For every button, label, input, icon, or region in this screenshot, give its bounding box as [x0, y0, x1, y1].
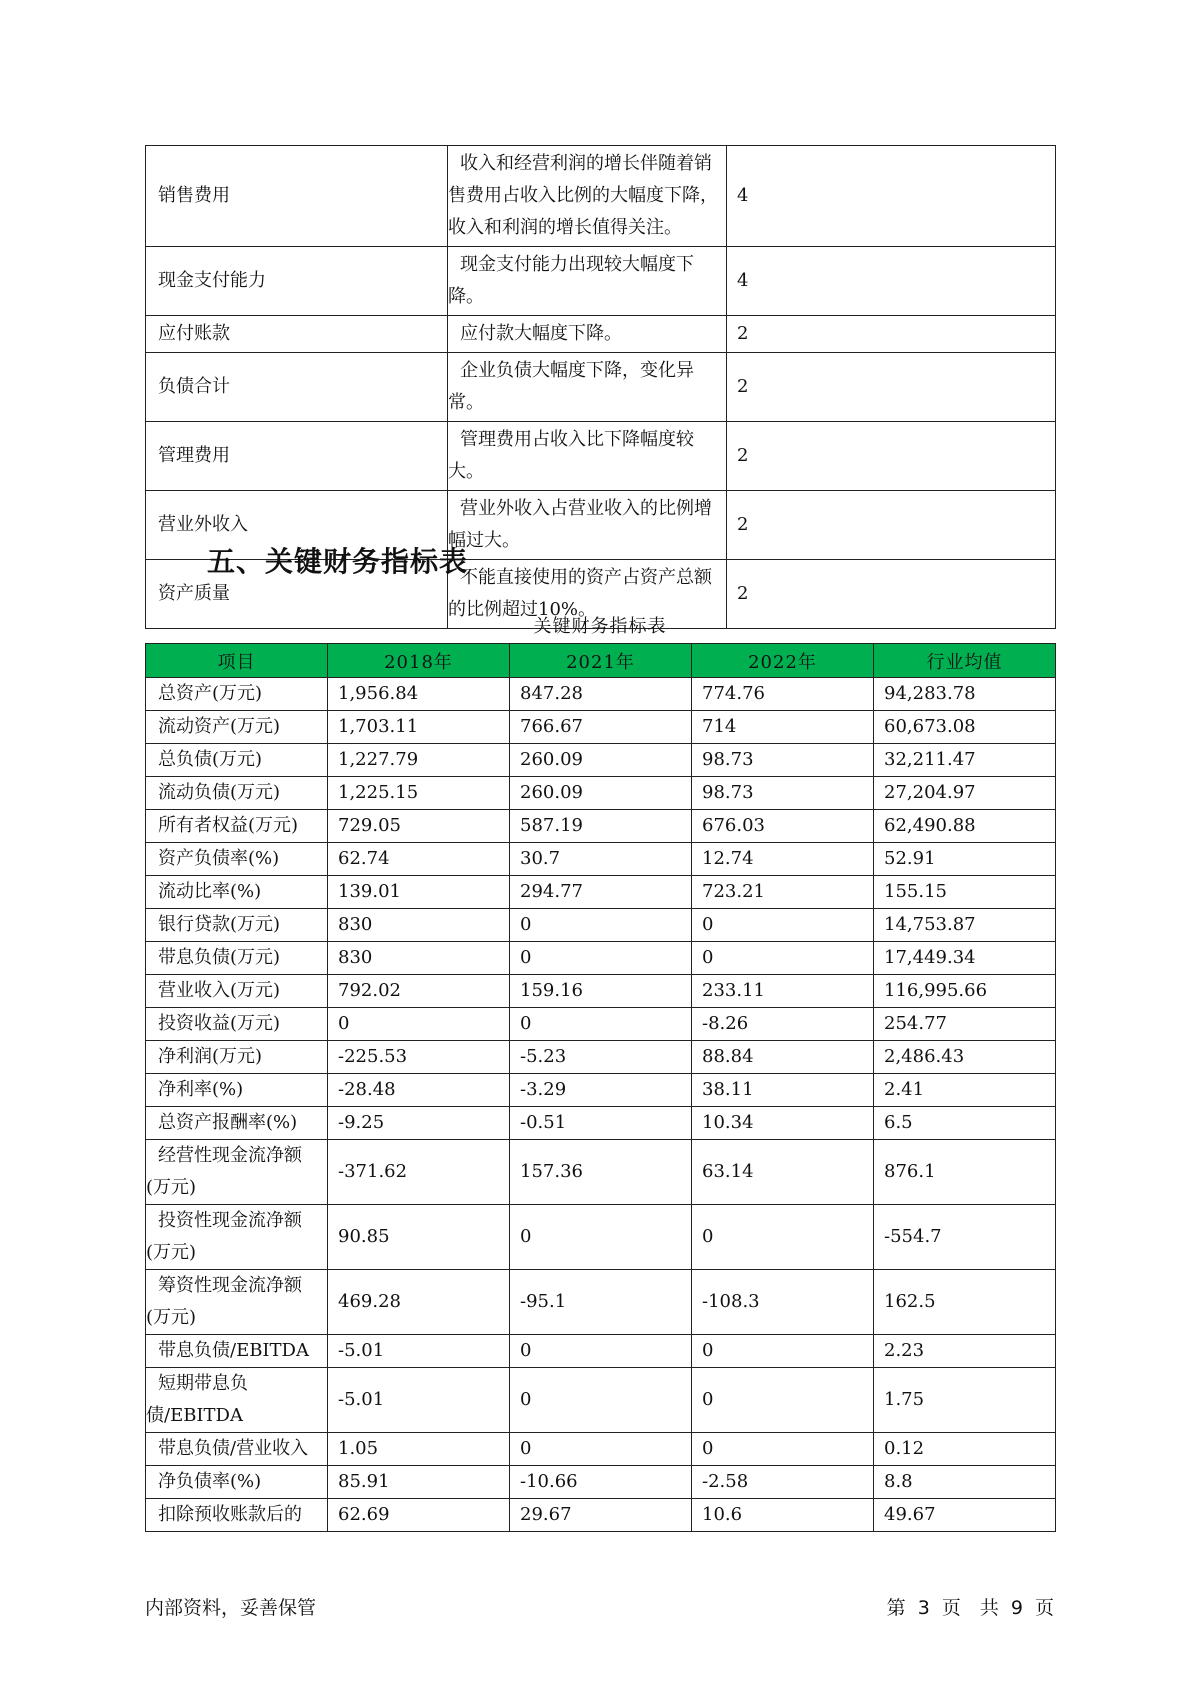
value-cell: 830	[328, 909, 510, 942]
row-label: 营业收入(万元)	[146, 975, 328, 1008]
risk-description: 收入和经营利润的增长伴随着销售费用占收入比例的大幅度下降，收入和利润的增长值得关注。	[448, 153, 718, 238]
table-row	[146, 1433, 1056, 1466]
value-cell: 1.05	[328, 1433, 510, 1466]
value-cell: 0	[510, 909, 692, 942]
column-header: 2022年	[692, 644, 874, 678]
row-label-cell	[146, 1205, 328, 1270]
value-cell: 85.91	[328, 1466, 510, 1499]
value-cell: 98.73	[692, 744, 874, 777]
row-label: 带息负债/营业收入	[146, 1433, 328, 1466]
value-cell: 766.67	[510, 711, 692, 744]
value-cell: 729.05	[328, 810, 510, 843]
value-cell: 162.5	[874, 1270, 1056, 1335]
value-cell: 876.1	[874, 1140, 1056, 1205]
value-cell: 62,490.88	[874, 810, 1056, 843]
table-row	[146, 744, 1056, 777]
table-row	[146, 678, 1056, 711]
table-row	[146, 975, 1056, 1008]
footer-page-number: 第 3 页 共 9 页	[886, 1597, 1054, 1619]
row-label-cell	[146, 1270, 328, 1335]
table-row	[146, 1335, 1056, 1368]
value-cell: 10.34	[692, 1107, 874, 1140]
footer-confidential-note: 内部资料，妥善保管	[145, 1597, 317, 1619]
risk-score: 4	[727, 146, 1056, 247]
table-row	[146, 422, 1056, 491]
value-cell: 1,227.79	[328, 744, 510, 777]
value-cell: 0	[510, 1335, 692, 1368]
value-cell: 587.19	[510, 810, 692, 843]
column-header: 行业均值	[874, 644, 1056, 678]
risk-item: 资产质量	[146, 560, 448, 629]
value-cell: -5.01	[328, 1335, 510, 1368]
value-cell: -5.01	[328, 1368, 510, 1433]
value-cell: 62.69	[328, 1499, 510, 1532]
value-cell: 52.91	[874, 843, 1056, 876]
value-cell: 157.36	[510, 1140, 692, 1205]
key-financial-indicators-table	[145, 643, 1056, 1532]
row-label: 短期带息负债/EBITDA	[146, 1373, 248, 1426]
table-row	[146, 1368, 1056, 1433]
table-row	[146, 1205, 1056, 1270]
value-cell: 260.09	[510, 744, 692, 777]
value-cell: 0	[510, 942, 692, 975]
risk-score: 2	[727, 316, 1056, 353]
value-cell: 0.12	[874, 1433, 1056, 1466]
section-heading: 五、关键财务指标表	[207, 545, 469, 578]
risk-description: 管理费用占收入比下降幅度较大。	[448, 429, 694, 482]
risk-item: 营业外收入	[146, 491, 448, 560]
table-row	[146, 942, 1056, 975]
table-row	[146, 1140, 1056, 1205]
value-cell: 0	[510, 1008, 692, 1041]
risk-item: 现金支付能力	[146, 247, 448, 316]
row-label: 净利率(%)	[146, 1074, 328, 1107]
row-label-cell	[146, 1368, 328, 1433]
row-label: 总负债(万元)	[146, 744, 328, 777]
value-cell: 469.28	[328, 1270, 510, 1335]
value-cell: 8.8	[874, 1466, 1056, 1499]
value-cell: 260.09	[510, 777, 692, 810]
risk-description: 营业外收入占营业收入的比例增幅过大。	[448, 498, 712, 551]
value-cell: 10.6	[692, 1499, 874, 1532]
table-row	[146, 1041, 1056, 1074]
table-row	[146, 843, 1056, 876]
value-cell: 0	[510, 1433, 692, 1466]
value-cell: 774.76	[692, 678, 874, 711]
value-cell: -371.62	[328, 1140, 510, 1205]
value-cell: 29.67	[510, 1499, 692, 1532]
table-row	[146, 353, 1056, 422]
value-cell: 0	[692, 942, 874, 975]
risk-score: 4	[727, 247, 1056, 316]
risk-score: 2	[727, 422, 1056, 491]
table-row	[146, 1107, 1056, 1140]
value-cell: 32,211.47	[874, 744, 1056, 777]
risk-score: 2	[727, 353, 1056, 422]
row-label: 总资产(万元)	[146, 678, 328, 711]
value-cell: 49.67	[874, 1499, 1056, 1532]
table-row	[146, 1270, 1056, 1335]
table-row	[146, 909, 1056, 942]
value-cell: 676.03	[692, 810, 874, 843]
row-label-cell	[146, 1140, 328, 1205]
value-cell: 0	[510, 1368, 692, 1433]
value-cell: 0	[692, 1335, 874, 1368]
value-cell: -225.53	[328, 1041, 510, 1074]
value-cell: 139.01	[328, 876, 510, 909]
risk-item: 负债合计	[146, 353, 448, 422]
value-cell: 1,956.84	[328, 678, 510, 711]
row-label: 经营性现金流净额(万元)	[146, 1145, 302, 1198]
value-cell: 830	[328, 942, 510, 975]
risk-description: 不能直接使用的资产占资产总额的比例超过10%。	[448, 567, 712, 620]
value-cell: 0	[510, 1205, 692, 1270]
value-cell: 714	[692, 711, 874, 744]
value-cell: 254.77	[874, 1008, 1056, 1041]
value-cell: 0	[328, 1008, 510, 1041]
row-label: 所有者权益(万元)	[146, 810, 328, 843]
value-cell: 1.75	[874, 1368, 1056, 1433]
value-cell: 847.28	[510, 678, 692, 711]
value-cell: 38.11	[692, 1074, 874, 1107]
value-cell: -108.3	[692, 1270, 874, 1335]
table-row	[146, 810, 1056, 843]
risk-item: 管理费用	[146, 422, 448, 491]
value-cell: 88.84	[692, 1041, 874, 1074]
value-cell: 30.7	[510, 843, 692, 876]
table-row	[146, 1499, 1056, 1532]
row-label: 扣除预收账款后的	[146, 1499, 328, 1532]
value-cell: 17,449.34	[874, 942, 1056, 975]
value-cell: 0	[692, 909, 874, 942]
risk-score: 2	[727, 560, 1056, 629]
value-cell: 1,225.15	[328, 777, 510, 810]
row-label: 筹资性现金流净额(万元)	[146, 1275, 302, 1328]
value-cell: 723.21	[692, 876, 874, 909]
table-row	[146, 711, 1056, 744]
value-cell: 98.73	[692, 777, 874, 810]
table-caption: 关键财务指标表	[533, 616, 667, 637]
value-cell: 62.74	[328, 843, 510, 876]
value-cell: 63.14	[692, 1140, 874, 1205]
value-cell: -0.51	[510, 1107, 692, 1140]
value-cell: 60,673.08	[874, 711, 1056, 744]
value-cell: -554.7	[874, 1205, 1056, 1270]
row-label: 投资性现金流净额(万元)	[146, 1210, 302, 1263]
value-cell: -10.66	[510, 1466, 692, 1499]
value-cell: 233.11	[692, 975, 874, 1008]
row-label: 投资收益(万元)	[146, 1008, 328, 1041]
value-cell: 2.41	[874, 1074, 1056, 1107]
value-cell: -95.1	[510, 1270, 692, 1335]
value-cell: -3.29	[510, 1074, 692, 1107]
table-row	[146, 876, 1056, 909]
value-cell: 792.02	[328, 975, 510, 1008]
risk-item: 应付账款	[146, 316, 448, 353]
value-cell: 0	[692, 1205, 874, 1270]
row-label: 净负债率(%)	[146, 1466, 328, 1499]
column-header: 项目	[146, 644, 328, 678]
table-row	[146, 1466, 1056, 1499]
value-cell: -28.48	[328, 1074, 510, 1107]
value-cell: 2,486.43	[874, 1041, 1056, 1074]
value-cell: -2.58	[692, 1466, 874, 1499]
value-cell: 12.74	[692, 843, 874, 876]
row-label: 银行贷款(万元)	[146, 909, 328, 942]
column-header: 2018年	[328, 644, 510, 678]
table-header-row	[146, 644, 1056, 678]
row-label: 净利润(万元)	[146, 1041, 328, 1074]
column-header: 2021年	[510, 644, 692, 678]
value-cell: 6.5	[874, 1107, 1056, 1140]
risk-description: 现金支付能力出现较大幅度下降。	[448, 254, 694, 307]
row-label: 资产负债率(%)	[146, 843, 328, 876]
value-cell: 90.85	[328, 1205, 510, 1270]
row-label: 带息负债/EBITDA	[146, 1335, 328, 1368]
value-cell: 2.23	[874, 1335, 1056, 1368]
value-cell: -8.26	[692, 1008, 874, 1041]
table-row	[146, 777, 1056, 810]
row-label: 总资产报酬率(%)	[146, 1107, 328, 1140]
value-cell: 94,283.78	[874, 678, 1056, 711]
row-label: 流动比率(%)	[146, 876, 328, 909]
row-label: 流动资产(万元)	[146, 711, 328, 744]
table-row	[146, 1008, 1056, 1041]
value-cell: -9.25	[328, 1107, 510, 1140]
risk-description: 应付款大幅度下降。	[460, 323, 622, 344]
value-cell: 0	[692, 1433, 874, 1466]
risk-description: 企业负债大幅度下降，变化异常。	[448, 360, 694, 413]
row-label: 流动负债(万元)	[146, 777, 328, 810]
risk-score: 2	[727, 491, 1056, 560]
value-cell: 27,204.97	[874, 777, 1056, 810]
value-cell: 14,753.87	[874, 909, 1056, 942]
value-cell: 159.16	[510, 975, 692, 1008]
value-cell: 0	[692, 1368, 874, 1433]
table-row	[146, 316, 1056, 353]
value-cell: 155.15	[874, 876, 1056, 909]
table-row	[146, 247, 1056, 316]
value-cell: 294.77	[510, 876, 692, 909]
table-row	[146, 1074, 1056, 1107]
table-body	[146, 678, 1056, 1532]
value-cell: 116,995.66	[874, 975, 1056, 1008]
risk-item: 销售费用	[146, 146, 448, 247]
value-cell: -5.23	[510, 1041, 692, 1074]
table-row	[146, 146, 1056, 247]
row-label: 带息负债(万元)	[146, 942, 328, 975]
value-cell: 1,703.11	[328, 711, 510, 744]
